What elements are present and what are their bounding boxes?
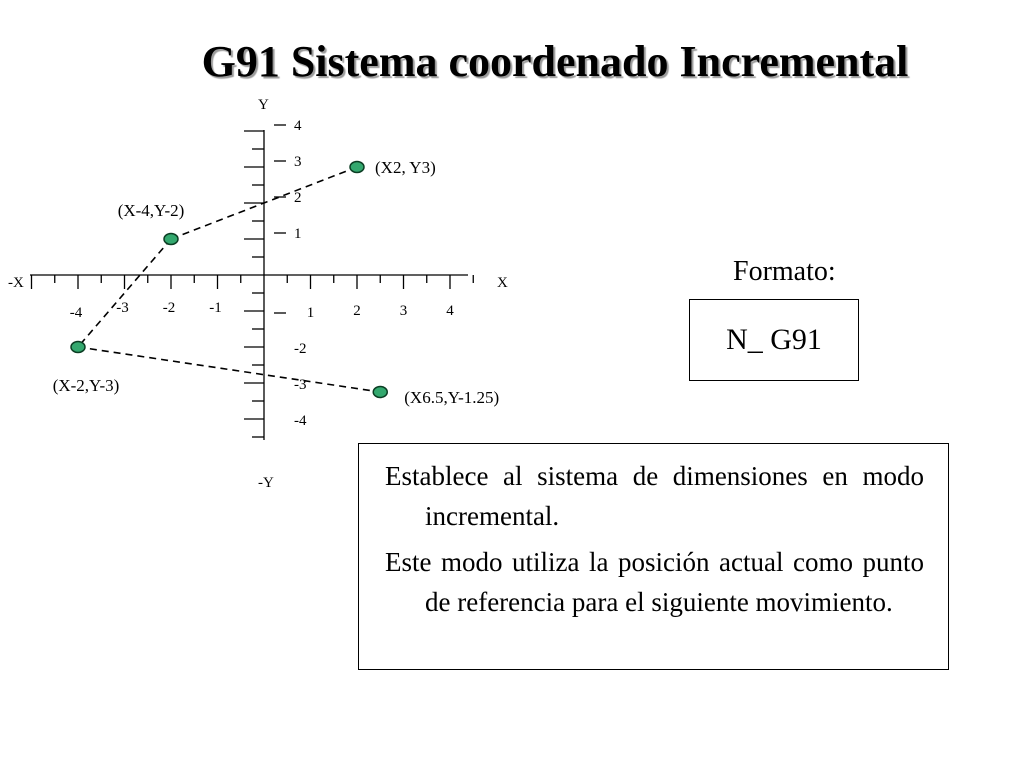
format-label: Formato: [733,256,836,287]
x-positive-label: X [497,275,508,291]
y-positive-label: Y [258,97,269,113]
path-segment [78,347,380,392]
x-tick-label: -1 [209,300,222,316]
y-tick-label: 2 [294,190,302,206]
format-box [689,299,859,381]
path-point [164,234,178,245]
point-label: (X-2,Y-3) [52,376,120,395]
x-tick-label: 1 [306,305,315,321]
description-box [358,443,949,670]
description-paragraph-2: Este modo utiliza la posición actual como punto de referencia para el siguiente movimiento. [385,547,924,617]
format-code: N_ G91 [726,323,822,356]
y-tick-label: -3 [294,377,307,393]
point-label: (X6.5,Y-1.25) [404,388,500,407]
slide-title: G91 Sistema coordenado Incremental [201,37,909,86]
point-label: (X-4,Y-2) [117,201,185,220]
y-tick-label: 3 [294,154,302,170]
path-points [53,158,499,407]
x-tick-label: 4 [446,303,454,319]
axis-labels [8,97,508,491]
description-paragraph-1: Establece al sistema de dimensiones en modo incremental. [385,461,924,531]
y-tick-label: 4 [294,118,302,134]
x-tick-label: 2 [353,303,361,319]
point-label: (X2, Y3) [375,158,436,177]
y-tick-label: 1 [294,226,302,242]
path-point [71,342,85,353]
y-tick-label: -4 [294,413,307,429]
x-negative-label: -X [8,275,24,291]
x-tick-label: -3 [116,300,129,316]
x-tick-label: 3 [399,303,408,319]
x-tick-label: -4 [69,305,83,321]
path-point [350,162,364,173]
path-segment [78,239,171,347]
y-negative-label: -Y [258,475,274,491]
path-point [373,387,387,398]
y-tick-label: -2 [294,341,307,357]
x-tick-label: -2 [162,300,176,316]
